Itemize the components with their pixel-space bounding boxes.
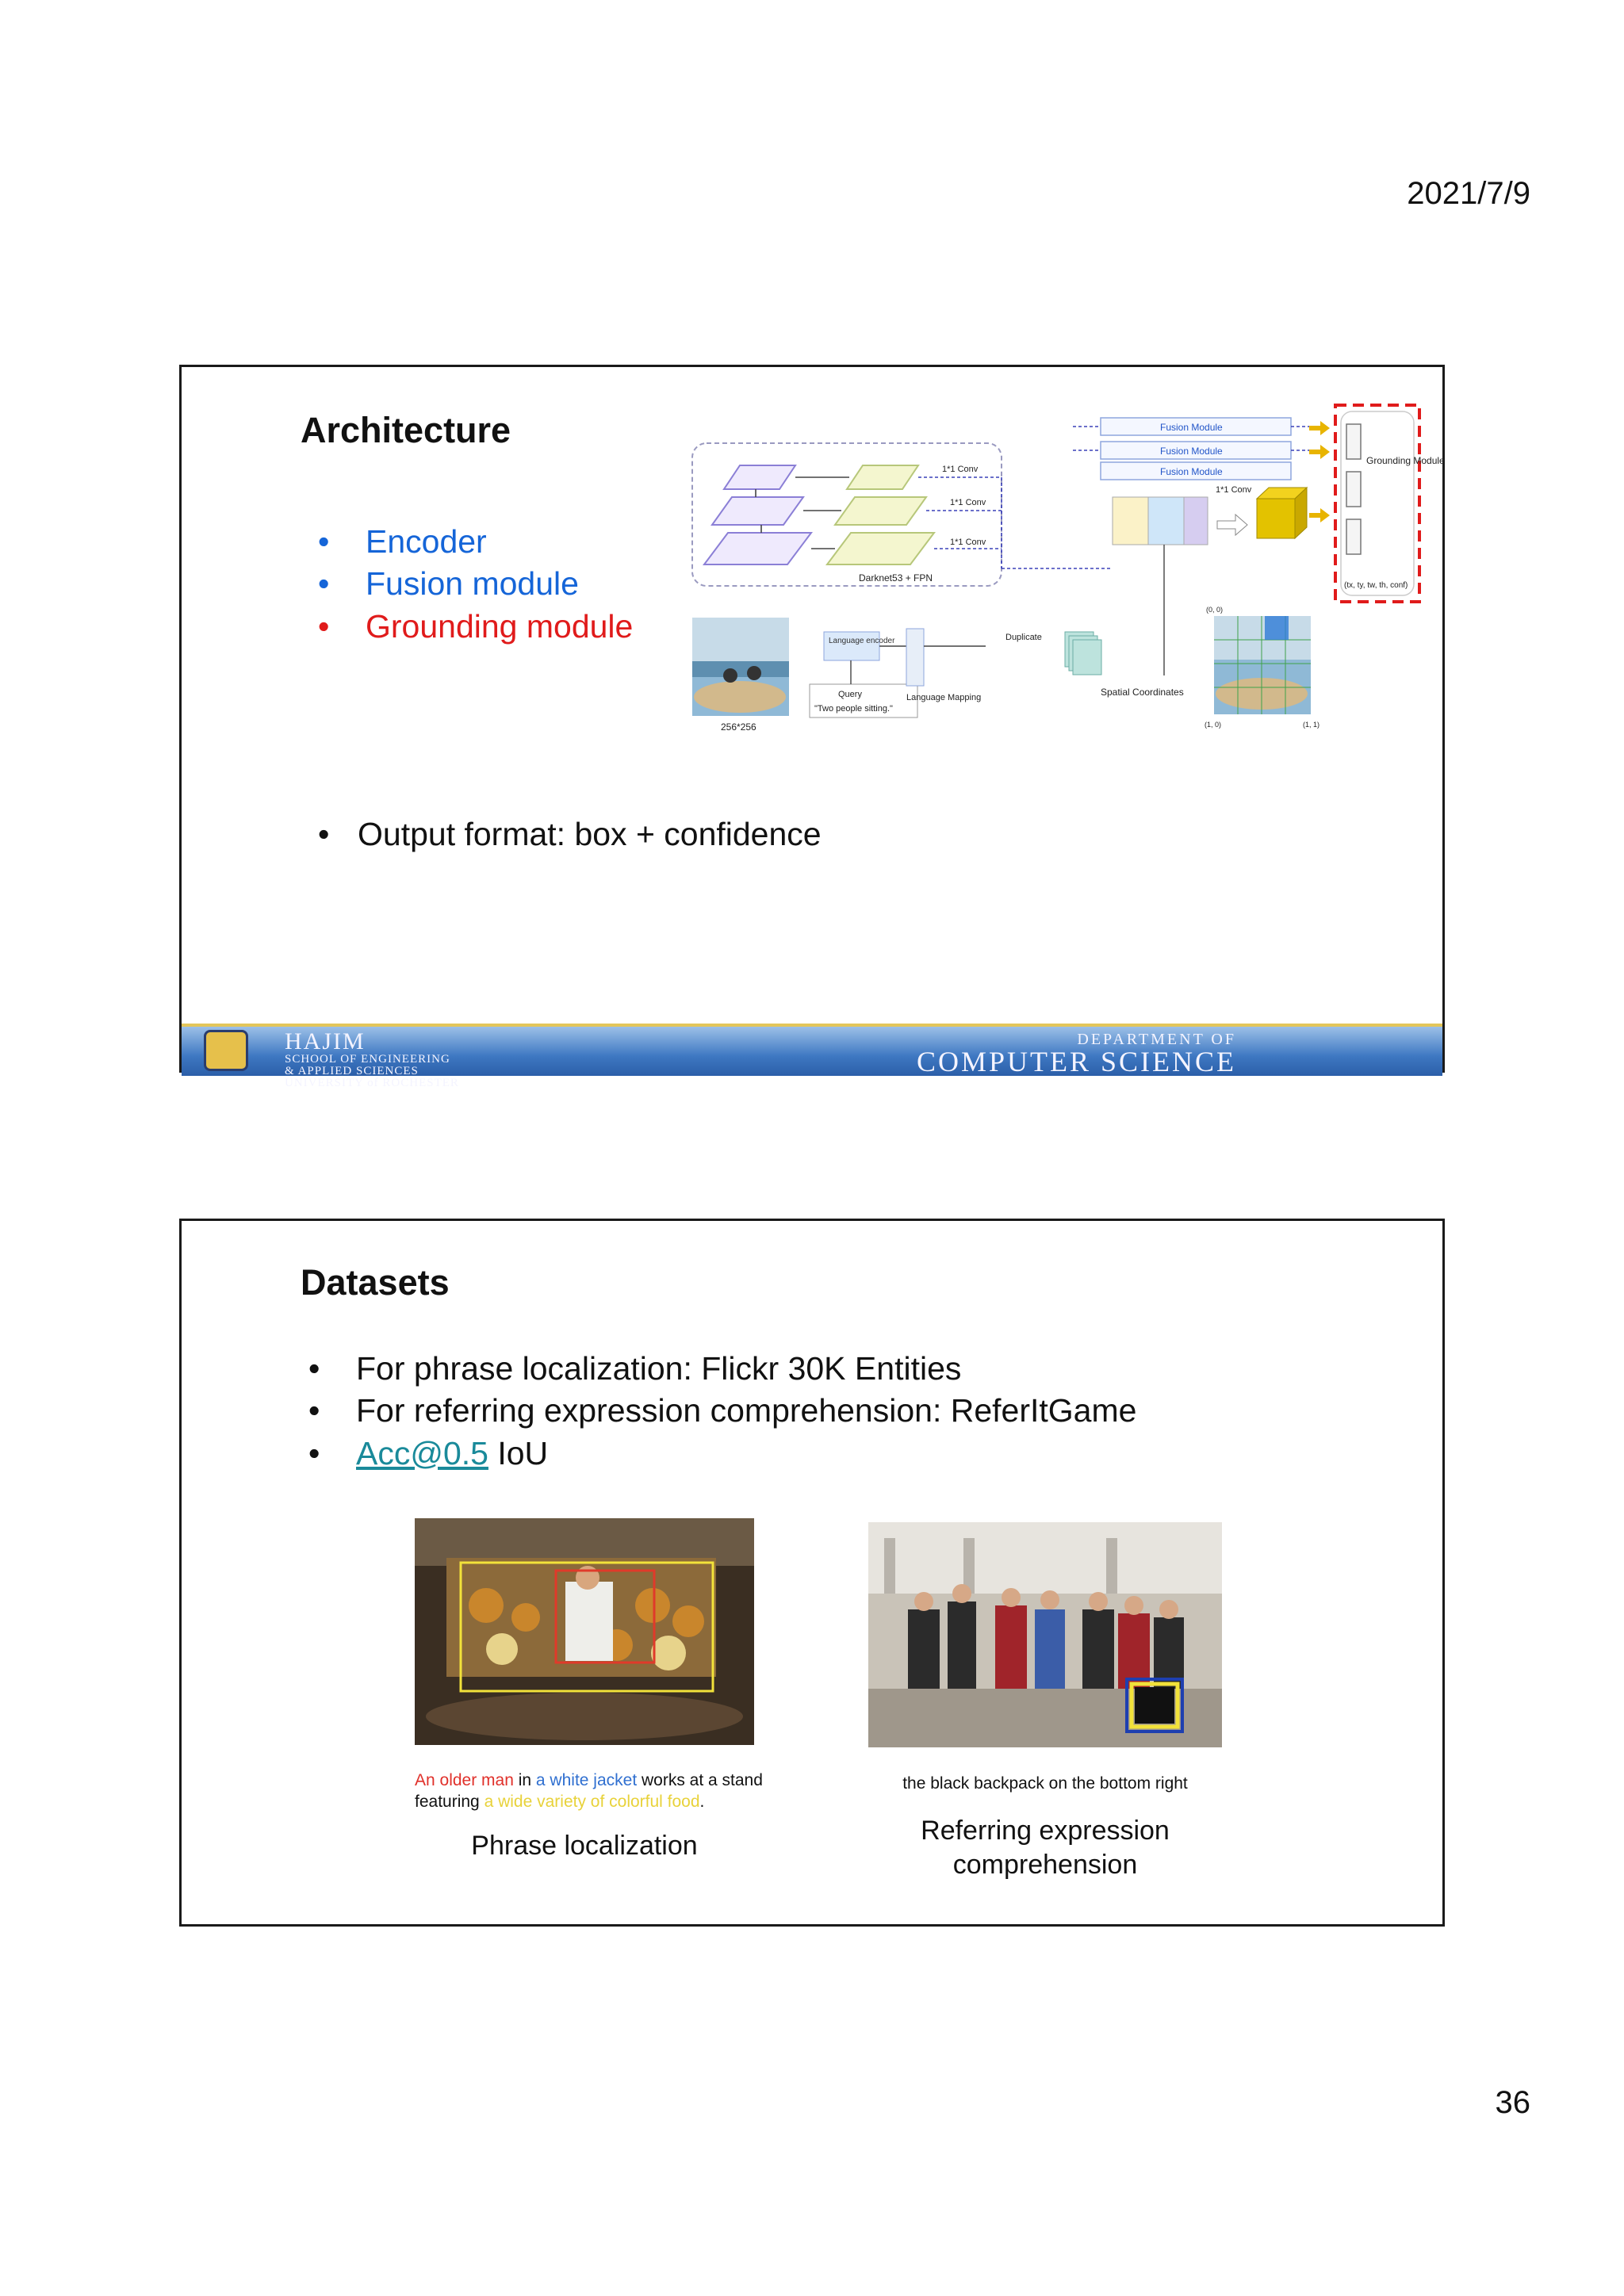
backbone-label: Darknet53 + FPN [859,572,933,584]
bullet-flickr30k: • For phrase localization: Flickr 30K Entities [308,1350,962,1387]
coord-origin: (0, 0) [1206,606,1224,614]
university-seal-icon [204,1030,248,1071]
fusion-module-label: Fusion Module [1160,422,1223,433]
dataset-list [308,1348,1136,1475]
slide-datasets [179,1219,1445,1927]
fusion-module-label: Fusion Module [1160,446,1223,457]
bullet-referitgame: • For referring expression comprehension: ReferItGame [308,1392,1137,1429]
referring-expression-label: Referring expression comprehension [921,1816,1170,1880]
conv-label: 1*1 Conv [942,465,979,474]
duplicated-features [1065,632,1101,675]
bullet-grounding-module: • Grounding module [318,607,634,645]
bullet-output-format: • Output format: box + confidence [318,816,822,852]
referring-expression-caption: the black backpack on the bottom right [902,1774,1188,1793]
coord-left: (1, 0) [1205,721,1222,729]
component-list [318,521,633,648]
spatial-coordinates-label: Spatial Coordinates [1101,687,1184,698]
school-logo-text: HAJIM SCHOOL OF ENGINEERING & APPLIED SCIENCES UNIVERSITY of ROCHESTER [285,1028,459,1089]
department-name: DEPARTMENT OF COMPUTER SCIENCE [916,1031,1236,1077]
bullet-fusion-module: • Fusion module [318,565,579,603]
slide-architecture [179,365,1445,1089]
slide-title: Datasets [301,1262,450,1303]
output-format-list [318,813,822,855]
conv-label: 1*1 Conv [950,498,986,507]
architecture-diagram [668,402,1445,735]
conv-label: 1*1 Conv [1216,485,1252,495]
coord-right: (1, 1) [1303,721,1320,729]
page-date: 2021/7/9 [1407,176,1530,211]
feature-pyramid-left [704,465,811,564]
output-tuple-label: (tx, ty, tw, th, conf) [1344,581,1408,590]
page-number: 36 [1495,2085,1530,2120]
referring-expression-image [868,1522,1222,1747]
phrase-localization-label: Phrase localization [471,1831,698,1861]
fusion-module-label: Fusion Module [1160,466,1223,477]
feature-pyramid-right [827,465,934,564]
slide-footer [182,1024,1442,1089]
conv-label: 1*1 Conv [950,538,986,547]
query-label: Query [838,690,862,699]
duplicate-label: Duplicate [1005,633,1042,642]
language-mapping-label: Language Mapping [906,693,982,702]
output-image [1214,616,1311,714]
language-encoder-label: Language encoder [829,637,895,645]
slide-title: Architecture [301,410,511,450]
bullet-metric: • Acc@0.5 IoU [308,1434,549,1471]
acc-link[interactable]: Acc@0.5 [356,1434,488,1471]
query-text: "Two people sitting." [814,704,893,714]
input-image [692,618,789,716]
phrase-localization-caption: An older man in a white jacket works at a stand featuring a wide variety of colorful food. [415,1771,763,1812]
grounding-module-label: Grounding Module [1366,455,1445,466]
bullet-encoder: • Encoder [318,523,487,560]
input-size-label: 256*256 [721,721,756,733]
phrase-localization-image [415,1518,754,1745]
